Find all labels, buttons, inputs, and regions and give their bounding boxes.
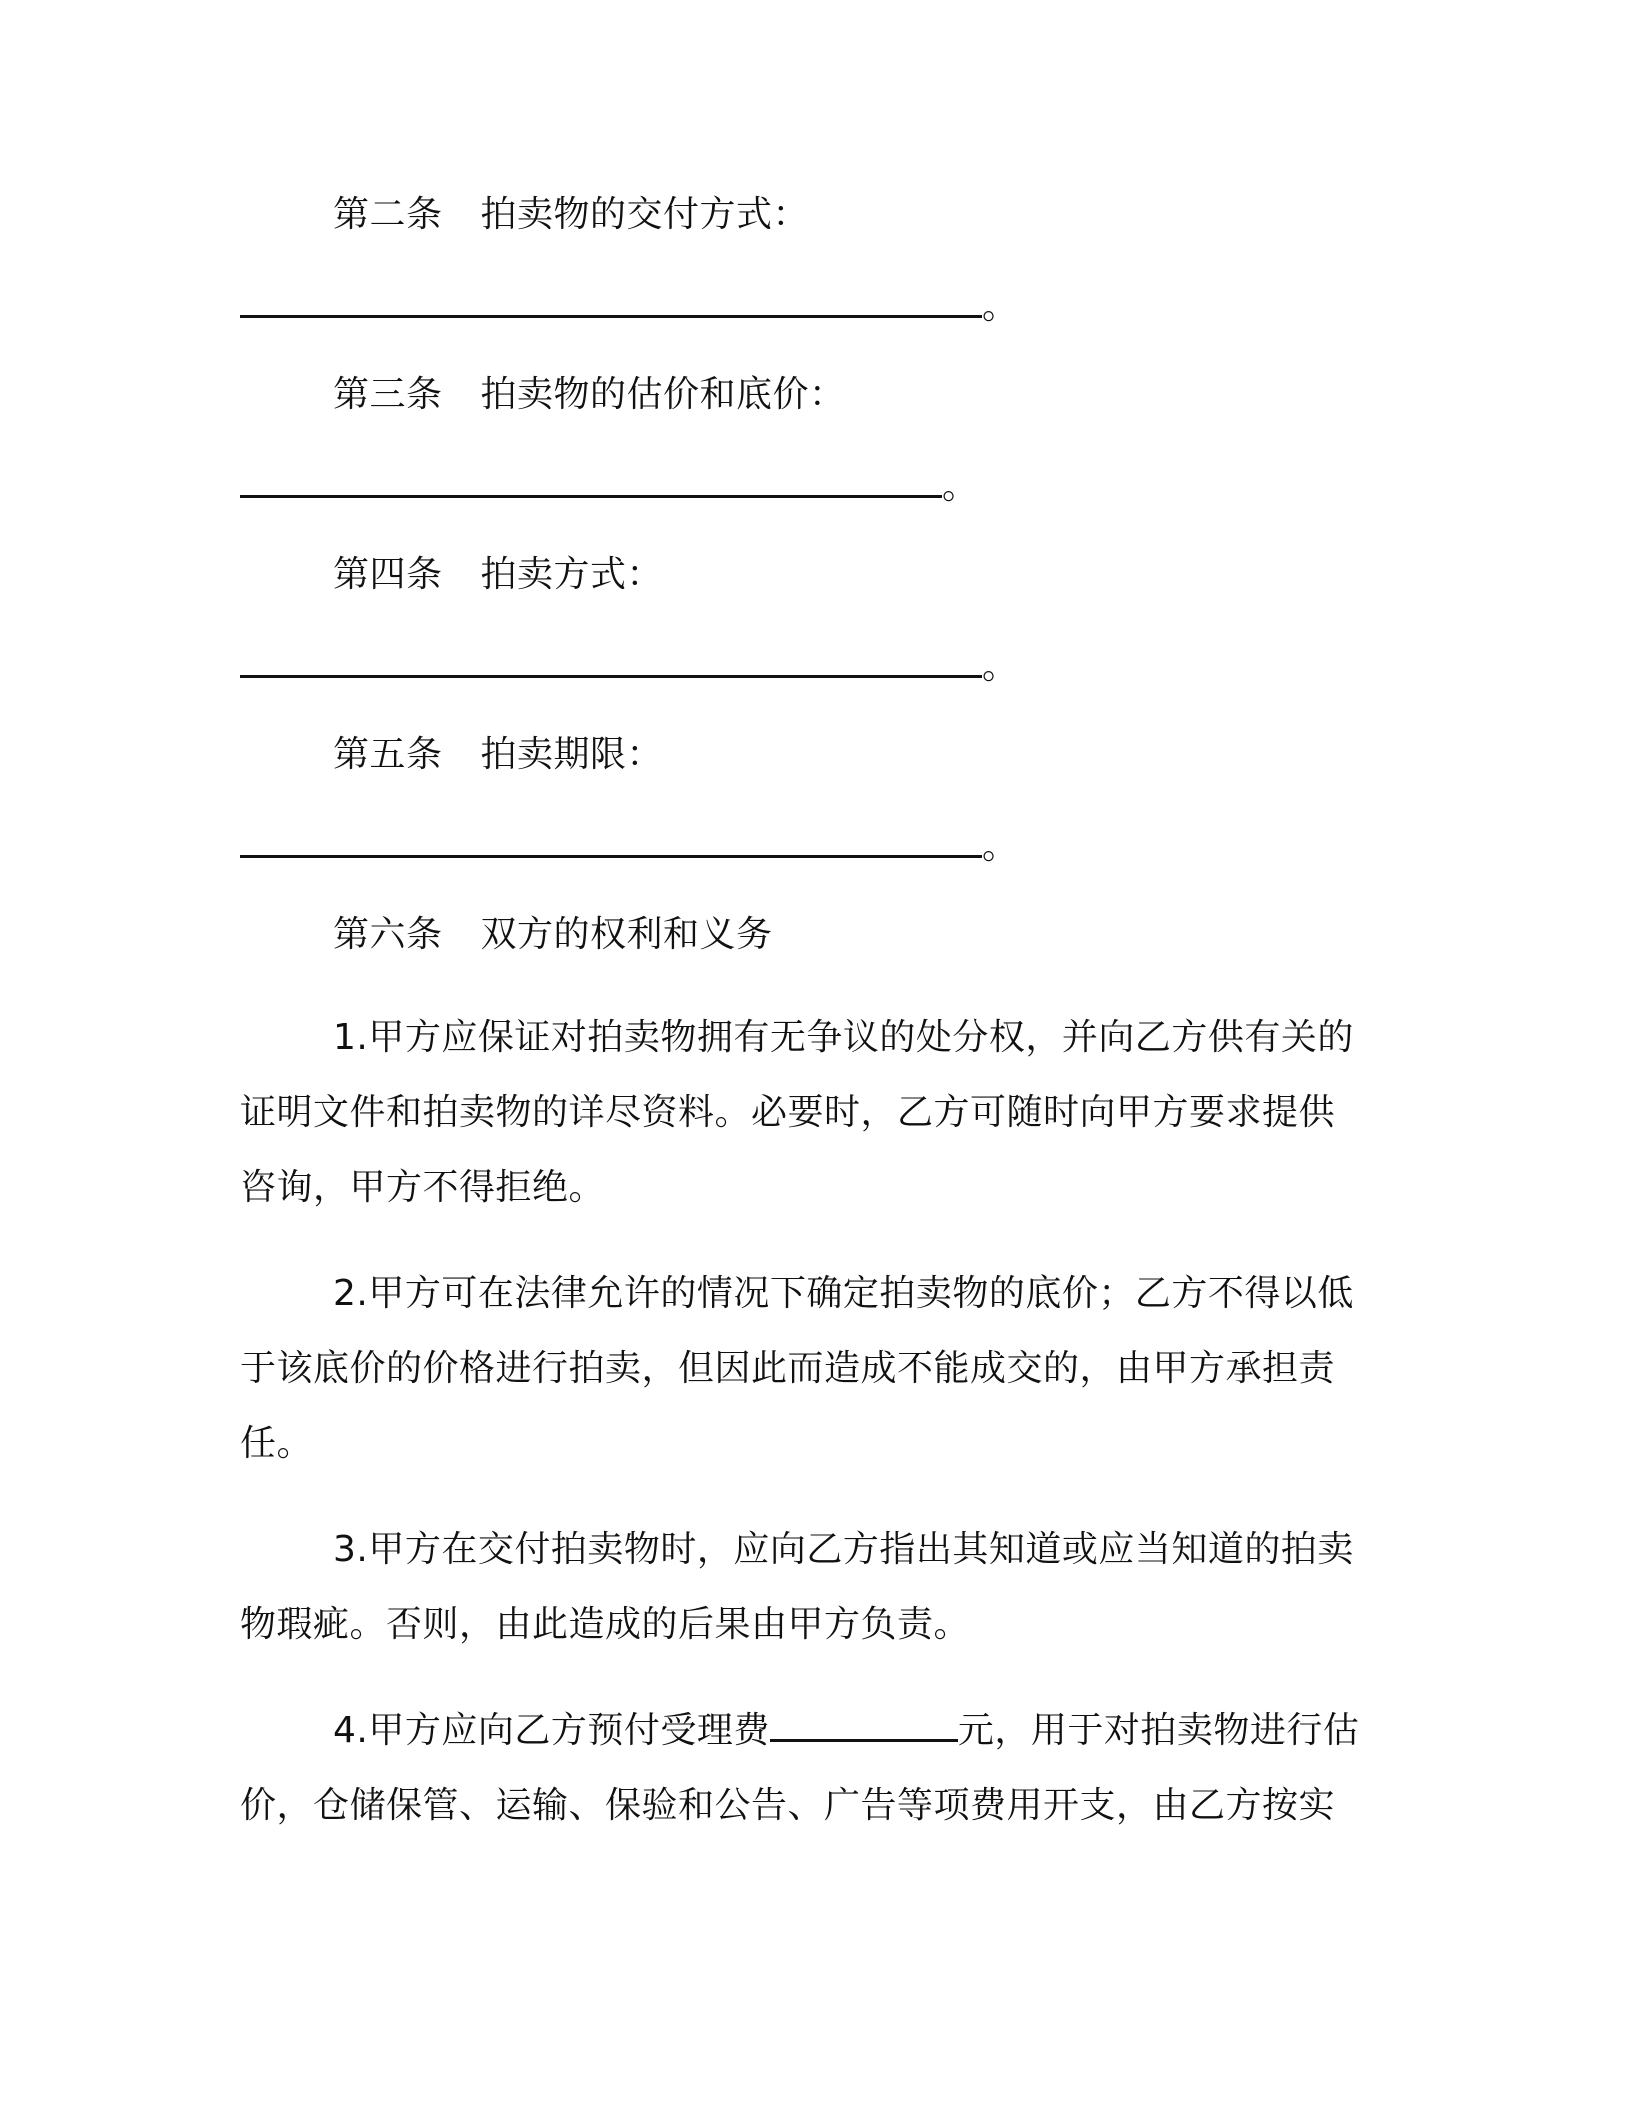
article-number: 第六条	[333, 914, 443, 955]
blank-period: 。	[982, 286, 1019, 327]
clause-line: 证明文件和拍卖物的详尽资料。必要时，乙方可随时向甲方要求提供	[240, 1092, 1336, 1133]
blank-period: 。	[982, 646, 1019, 687]
article-heading	[333, 192, 809, 238]
article-title: 拍卖期限：	[480, 734, 664, 775]
clause-text: 4.甲方应向乙方预付受理费	[333, 1710, 770, 1751]
article-number: 第三条	[333, 374, 443, 415]
blank-underline	[240, 647, 982, 678]
article-number: 第五条	[333, 734, 443, 775]
clause-line: 物瑕疵。否则，由此造成的后果由甲方负责。	[240, 1604, 971, 1645]
clause-line: 于该底价的价格进行拍卖，但因此而造成不能成交的，由甲方承担责	[240, 1348, 1336, 1389]
article-title: 双方的权利和义务	[480, 914, 773, 955]
article-number: 第四条	[333, 554, 443, 595]
blank-period: 。	[982, 826, 1019, 867]
fill-in-blank-line	[240, 644, 1019, 690]
article-heading	[333, 372, 846, 418]
clause-line: 咨询，甲方不得拒绝。	[240, 1167, 606, 1208]
fill-in-blank-line	[240, 824, 1019, 870]
fill-in-blank-line	[240, 464, 979, 510]
article-title: 拍卖物的交付方式：	[480, 194, 810, 235]
article-number: 第二条	[333, 194, 443, 235]
clause-text: 元，用于对拍卖物进行估	[957, 1710, 1360, 1751]
clause-line: 2.甲方可在法律允许的情况下确定拍卖物的底价；乙方不得以低	[333, 1273, 1354, 1314]
clause-line: 1.甲方应保证对拍卖物拥有无争议的处分权，并向乙方供有关的	[333, 1017, 1354, 1058]
blank-underline	[240, 287, 982, 318]
fee-blank-underline	[770, 1711, 958, 1742]
fill-in-blank-line	[240, 284, 1019, 330]
blank-underline	[240, 467, 942, 498]
blank-underline	[240, 827, 982, 858]
article-heading	[333, 732, 663, 778]
clause-line: 任。	[240, 1423, 314, 1464]
clause-line: 3.甲方在交付拍卖物时，应向乙方指出其知道或应当知道的拍卖	[333, 1529, 1354, 1570]
clause-line: 价，仓储保管、运输、保验和公告、广告等项费用开支，由乙方按实	[240, 1785, 1336, 1826]
article-heading	[333, 912, 773, 958]
article-title: 拍卖物的估价和底价：	[480, 374, 846, 415]
clause-line	[333, 1708, 1359, 1754]
article-title: 拍卖方式：	[480, 554, 664, 595]
article-heading	[333, 552, 663, 598]
blank-period: 。	[942, 466, 979, 507]
